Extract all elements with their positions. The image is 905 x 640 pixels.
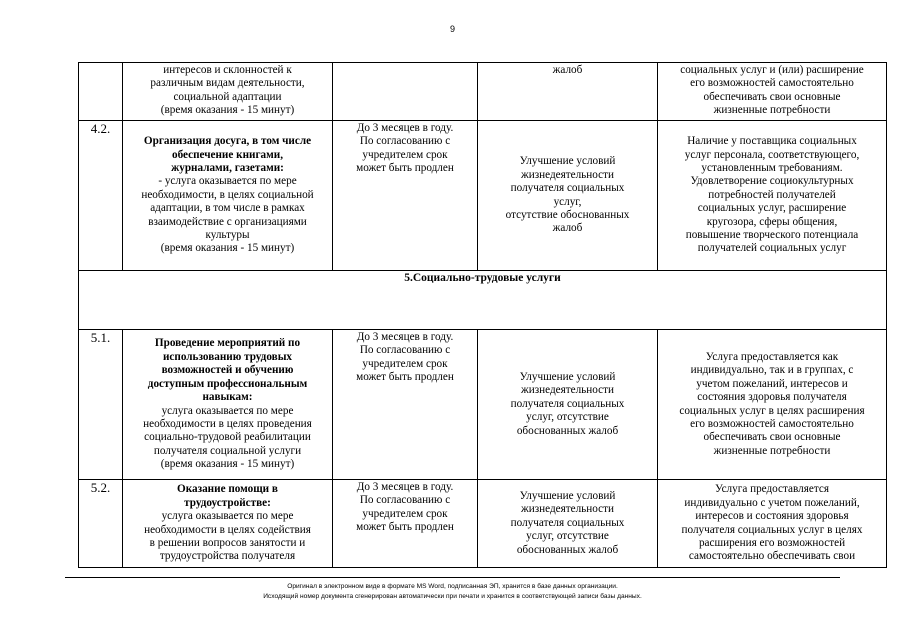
service-line: услуга оказывается по мере: [161, 404, 294, 417]
service-line: в решении вопросов занятости и: [149, 536, 306, 549]
period-line: может быть продлен: [356, 371, 454, 384]
conditions-line: учетом пожеланий, интересов и: [696, 377, 848, 390]
period-cell: [333, 121, 478, 271]
period-line: По согласованию с: [359, 135, 451, 148]
service-line: журналами, газетами:: [171, 161, 284, 174]
period-cell: [333, 330, 478, 480]
page-number: 9: [449, 24, 455, 34]
result-line: жизнедеятельности: [521, 503, 614, 516]
conditions-cell: [658, 121, 887, 271]
service-line: Проведение мероприятий по: [154, 337, 301, 350]
service-line: интересов и склонностей к: [163, 64, 292, 76]
table-row: [79, 63, 887, 121]
service-line: культуры: [205, 229, 250, 242]
result-line: получателя социальных: [510, 182, 625, 195]
result-line: Улучшение условий: [519, 155, 616, 168]
footer-line-2: Исходящий номер документа сгенерирован автоматически при печати и хранится в соответствующей записи базы данных.: [263, 593, 642, 600]
result-cell: [478, 121, 658, 271]
conditions-line: Наличие у поставщика социальных: [687, 135, 857, 148]
period-cell: [333, 63, 478, 121]
service-line: (время оказания - 15 минут): [160, 242, 295, 255]
service-line: адаптации, в том числе в рамках: [150, 202, 305, 215]
period-line: учредителем срок: [362, 357, 448, 370]
result-cell: [478, 63, 658, 121]
service-line: - услуга оказывается по мере: [158, 175, 297, 188]
result-line: отсутствие обоснованных: [505, 208, 630, 221]
table-row: [79, 121, 887, 271]
service-line: необходимости, в целях социальной: [141, 188, 314, 201]
conditions-line: расширения его возможностей: [698, 536, 846, 549]
result-line: получателя социальных: [510, 516, 625, 529]
conditions-line: социальных услуг и (или) расширение: [680, 64, 864, 76]
service-line: использованию трудовых: [162, 350, 293, 363]
service-line: обеспечение книгами,: [171, 148, 284, 161]
service-line: необходимости в целях проведения: [143, 417, 312, 430]
service-line: взаимодействие с организациями: [148, 215, 307, 228]
row-number: 4.2.: [79, 121, 123, 271]
result-line: услуг, отсутствие: [526, 530, 609, 543]
conditions-line: жизненные потребности: [713, 444, 831, 457]
conditions-line: получателей социальных услуг: [697, 242, 847, 255]
service-line: социально-трудовой реабилитации: [144, 431, 311, 444]
service-cell: [123, 480, 333, 568]
service-line: социальной адаптации: [173, 90, 282, 103]
service-line: трудоустройства получателя: [159, 550, 296, 563]
conditions-line: Удовлетворение социокультурных: [690, 175, 854, 188]
conditions-line: интересов и состояния здоровья: [695, 510, 849, 523]
service-line: Оказание помощи в: [177, 483, 278, 496]
result-line: Улучшение условий: [519, 370, 616, 383]
section-title: 5.Социально-трудовые услуги: [79, 271, 887, 330]
result-cell: [478, 330, 658, 480]
row-number: 5.1.: [79, 330, 123, 480]
conditions-line: его возможностей самостоятельно: [690, 417, 854, 430]
row-number: 5.2.: [79, 480, 123, 568]
conditions-line: социальных услуг в целях расширения: [679, 404, 865, 417]
footer-line-1: Оригинал в электронном виде в формате MS Word, подписанная ЭП, хранится в базе данных организации.: [287, 583, 618, 590]
conditions-line: обеспечивать свои основные: [703, 431, 841, 444]
service-line: (время оказания - 15 минут): [160, 104, 295, 117]
period-line: По согласованию с: [359, 344, 451, 357]
service-line: услуга оказывается по мере: [161, 510, 294, 523]
service-line: трудоустройстве:: [184, 496, 271, 509]
services-table: [78, 62, 887, 568]
result-line: обоснованных жалоб: [516, 543, 619, 556]
conditions-cell: [658, 330, 887, 480]
table-row: [79, 330, 887, 480]
conditions-line: Услуга предоставляется: [715, 483, 829, 496]
period-line: До 3 месяцев в году.: [356, 481, 454, 493]
period-line: До 3 месяцев в году.: [356, 331, 454, 343]
conditions-line: кругозора, сферы общения,: [706, 215, 838, 228]
conditions-line: индивидуально, так и в группах, с: [690, 364, 854, 377]
conditions-line: получателя социальных услуг в целях: [681, 523, 863, 536]
result-line: жизнедеятельности: [521, 168, 614, 181]
conditions-line: обеспечивать свои основные: [703, 90, 841, 103]
service-cell: [123, 330, 333, 480]
conditions-line: социальных услуг, расширение: [697, 202, 847, 215]
result-line: жалоб: [552, 64, 583, 76]
conditions-line: индивидуально с учетом пожеланий,: [684, 496, 860, 509]
period-line: может быть продлен: [356, 162, 454, 175]
conditions-cell: [658, 480, 887, 568]
table-row: [79, 480, 887, 568]
period-line: может быть продлен: [356, 521, 454, 534]
row-number: [79, 63, 123, 121]
service-line: необходимости в целях содействия: [144, 523, 311, 536]
service-line: различным видам деятельности,: [150, 77, 305, 90]
period-line: учредителем срок: [362, 507, 448, 520]
conditions-line: потребностей получателей: [708, 188, 836, 201]
conditions-line: самостоятельно обеспечивать свои: [688, 550, 856, 563]
conditions-line: услуг персонала, соответствующего,: [684, 148, 860, 161]
period-line: По согласованию с: [359, 494, 451, 507]
service-line: получателя социальной услуги: [153, 444, 302, 457]
result-line: получателя социальных: [510, 397, 625, 410]
conditions-line: Услуга предоставляется как: [705, 350, 839, 363]
result-line: Улучшение условий: [519, 489, 616, 502]
result-line: обоснованных жалоб: [516, 424, 619, 437]
result-line: услуг, отсутствие: [526, 411, 609, 424]
conditions-line: установленным требованиям.: [701, 161, 843, 174]
conditions-line: состояния здоровья получателя: [697, 391, 847, 404]
service-line: Организация досуга, в том числе: [143, 135, 312, 148]
footer-divider: [65, 577, 840, 578]
period-line: До 3 месяцев в году.: [356, 122, 454, 134]
service-line: доступным профессиональным: [147, 377, 308, 390]
result-line: жалоб: [552, 222, 583, 235]
period-cell: [333, 480, 478, 568]
conditions-cell: [658, 63, 887, 121]
service-cell: [123, 63, 333, 121]
conditions-line: жизненные потребности: [713, 104, 831, 117]
service-line: навыкам:: [202, 391, 253, 404]
period-line: учредителем срок: [362, 148, 448, 161]
conditions-line: повышение творческого потенциала: [685, 229, 859, 242]
section-row: [79, 271, 887, 330]
result-line: услуг,: [553, 195, 582, 208]
service-line: возможностей и обучению: [161, 364, 294, 377]
service-cell: [123, 121, 333, 271]
conditions-line: его возможностей самостоятельно: [690, 77, 854, 90]
service-line: (время оказания - 15 минут): [160, 458, 295, 471]
result-cell: [478, 480, 658, 568]
result-line: жизнедеятельности: [521, 384, 614, 397]
